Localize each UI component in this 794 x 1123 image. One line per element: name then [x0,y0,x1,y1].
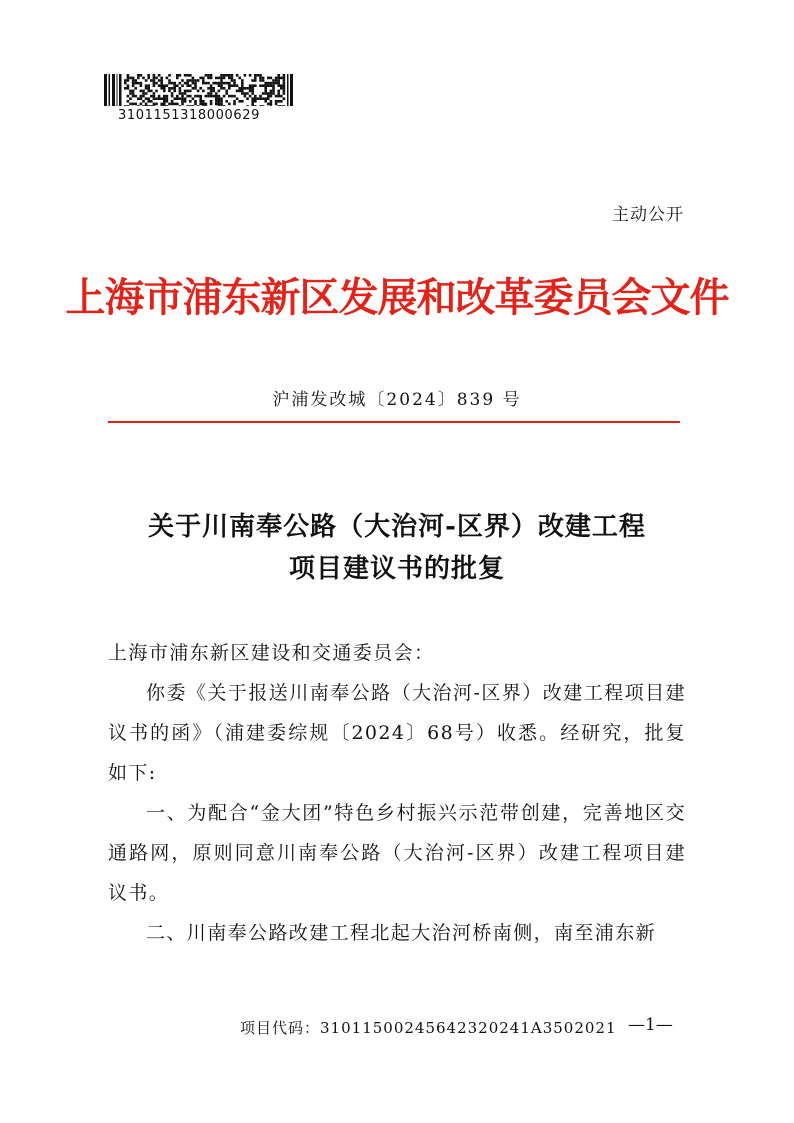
page-number: —1— [628,1015,673,1035]
subject-line-2: 项目建议书的批复 [288,554,505,584]
letterhead-divider [108,421,680,423]
barcode-number: 3101151318000629 [118,108,260,123]
addressee: 上海市浦东新区建设和交通委员会： [108,642,435,664]
org-letterhead-title: 上海市浦东新区发展和改革委员会文件 [65,274,729,321]
body-paragraph-2: 一、为配合“金大团”特色乡村振兴示范带创建，完善地区交通路网，原则同意川南奉公路（大治河-区界）改建工程项目建议书。 [108,802,686,904]
project-code [240,1017,617,1038]
document-number: 沪浦发改城〔2024〕839 号 [272,390,522,410]
project-code-value: 31011500245642320241A3502021 [320,1019,617,1037]
document-subject [0,506,794,590]
project-code-label: 项目代码： [240,1019,321,1037]
body-paragraph-1: 你委《关于报送川南奉公路（大治河-区界）改建工程项目建议书的函》（浦建委综规〔2024〕68号）收悉。经研究，批复如下: [108,682,686,784]
document-body [108,633,686,953]
subject-line-1: 关于川南奉公路（大治河-区界）改建工程 [148,512,646,542]
body-paragraph-3: 二、川南奉公路改建工程北起大治河桥南侧，南至浦东新 [146,922,657,944]
disclosure-label: 主动公开 [612,205,684,225]
barcode [104,74,294,106]
